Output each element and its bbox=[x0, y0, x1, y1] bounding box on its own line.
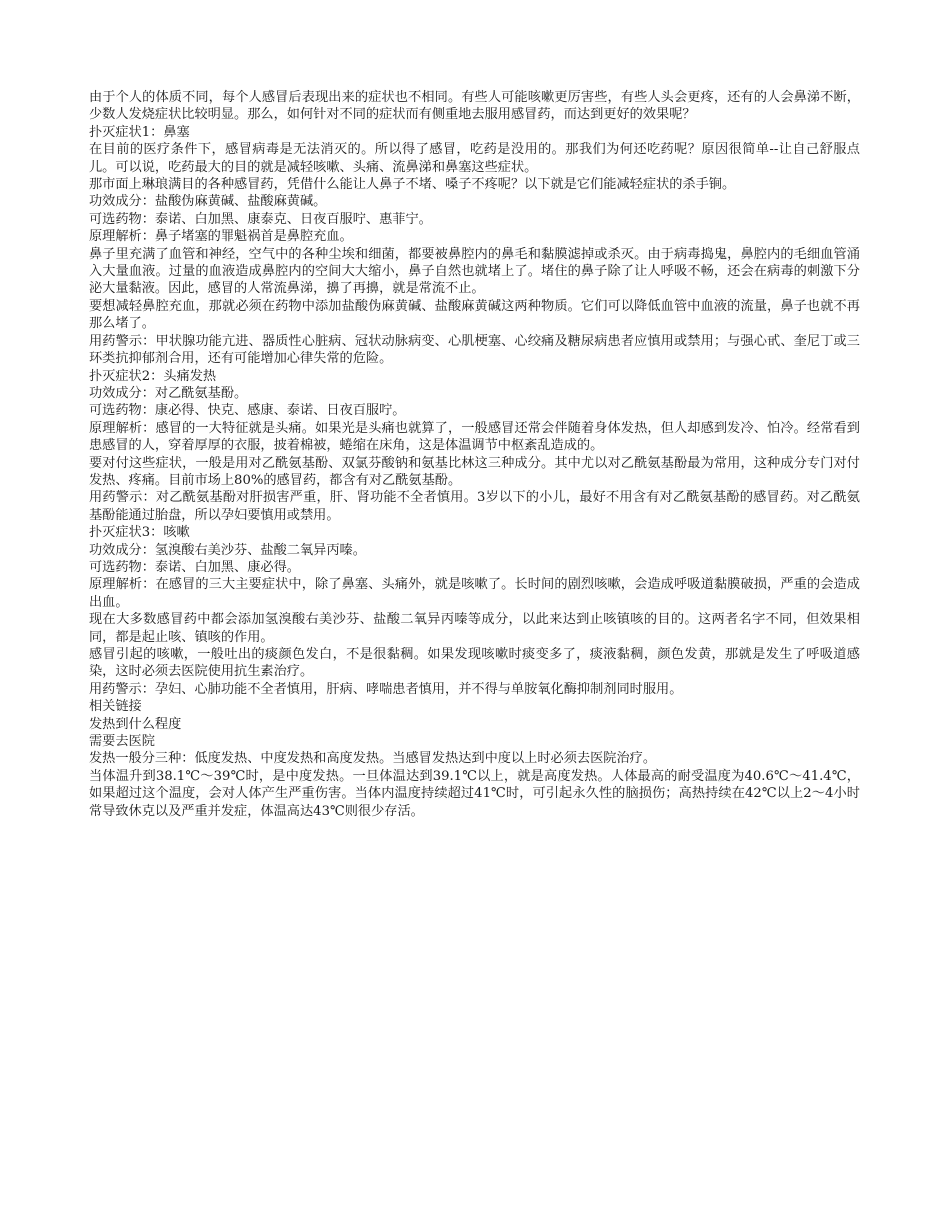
subheading-see-doctor: 需要去医院 bbox=[89, 734, 155, 750]
body-paragraph: 感冒引起的咳嗽，一般吐出的痰颜色发白，不是很黏稠。如果发现咳嗽时痰变多了，痰液黏稠，颜色发黄，那就是发生了呼吸道感染，这时必须去医院使用抗生素治疗。 bbox=[89, 647, 860, 680]
body-paragraph: 鼻子里充满了血管和神经，空气中的各种尘埃和细菌，都要被鼻腔内的鼻毛和黏膜滤掉或杀灭。由于病毒捣鬼，鼻腔内的毛细血管涌入大量血液。过量的血液造成鼻腔内的空间大大缩小，鼻子自然也就堵上了。堵住的鼻子除了让人呼吸不畅，还会在病毒的刺激下分泌大量黏液。因此，感冒的人常流鼻涕，擤了再擤，就是常流不止。 bbox=[89, 246, 860, 297]
related-links-heading: 相关链接 bbox=[89, 699, 142, 715]
section-heading-cough: 扑灭症状3：咳嗽 bbox=[89, 525, 190, 541]
article-body bbox=[89, 89, 860, 820]
medication-warning: 用药警示：甲状腺功能亢进、器质性心脏病、冠状动脉病变、心肌梗塞、心绞痛及糖尿病患者应慎用或禁用；与强心甙、奎尼丁或三环类抗抑郁剂合用，还有可能增加心律失常的危险。 bbox=[89, 333, 860, 367]
active-ingredients-line: 功效成分：对乙酰氨基酚。 bbox=[89, 385, 248, 401]
body-paragraph: 现在大多数感冒药中都会添加氢溴酸右美沙芬、盐酸二氧异丙嗪等成分，以此来达到止咳镇咳的目的。这两者名字不同，但效果相同，都是起止咳、镇咳的作用。 bbox=[89, 612, 860, 645]
body-paragraph: 要想减轻鼻腔充血，那就必须在药物中添加盐酸伪麻黄碱、盐酸麻黄碱这两种物质。它们可以降低血管中血液的流量，鼻子也就不再那么堵了。 bbox=[89, 298, 860, 332]
body-paragraph: 在目前的医疗条件下，感冒病毒是无法消灭的。所以得了感冒，吃药是没用的。那我们为何还吃药呢？原因很简单--让自己舒服点儿。可以说，吃药最大的目的就是减轻咳嗽、头痛、流鼻涕和鼻塞这些症状。 bbox=[89, 142, 860, 175]
optional-drugs-line: 可选药物：泰诺、白加黑、康泰克、日夜百服咛、惠菲宁。 bbox=[89, 211, 432, 227]
body-paragraph: 那市面上琳琅满目的各种感冒药，凭借什么能让人鼻子不堵、嗓子不疼呢？以下就是它们能减轻症状的杀手锏。 bbox=[89, 177, 736, 193]
body-paragraph: 发热一般分三种：低度发热、中度发热和高度发热。当感冒发热达到中度以上时必须去医院治疗。 bbox=[89, 751, 657, 767]
section-heading-headache-fever: 扑灭症状2：头痛发热 bbox=[89, 368, 217, 384]
body-paragraph: 当体温升到38.1℃～39℃时，是中度发热。一旦体温达到39.1℃以上，就是高度发热。人体最高的耐受温度为40.6℃～41.4℃，如果超过这个温度，会对人体产生严重伤害。当体内温度持续超过41℃时，可引起永久性的脑损伤；高热持续在42℃以上2～4小时常导致休克以及严重并发症，体温高达43℃则很少存活。 bbox=[89, 768, 860, 819]
section-heading-nasal-congestion: 扑灭症状1：鼻塞 bbox=[89, 124, 190, 140]
optional-drugs-line: 可选药物：泰诺、白加黑、康必得。 bbox=[89, 559, 300, 575]
mechanism-line: 原理解析：感冒的一大特征就是头痛。如果光是头痛也就算了，一般感冒还常会伴随着身体发热，但人却感到发冷、怕冷。经常看到患感冒的人，穿着厚厚的衣服，披着棉被，蜷缩在床角，这是体温调节中枢紊乱造成的。 bbox=[89, 420, 860, 454]
active-ingredients-line: 功效成分：盐酸伪麻黄碱、盐酸麻黄碱。 bbox=[89, 194, 327, 210]
subheading-fever-level: 发热到什么程度 bbox=[89, 716, 182, 732]
medication-warning: 用药警示：对乙酰氨基酚对肝损害严重，肝、肾功能不全者慎用。3岁以下的小儿，最好不用含有对乙酰氨基酚的感冒药。对乙酰氨基酚能通过胎盘，所以孕妇要慎用或禁用。 bbox=[89, 490, 860, 523]
body-paragraph: 要对付这些症状，一般是用对乙酰氨基酚、双氯芬酸钠和氨基比林这三种成分。其中尤以对乙酰氨基酚最为常用，这种成分专门对付发热、疼痛。目前市场上80%的感冒药，都含有对乙酰氨基酚。 bbox=[89, 455, 860, 488]
active-ingredients-line: 功效成分：氢溴酸右美沙芬、盐酸二氧异丙嗪。 bbox=[89, 542, 366, 558]
mechanism-line: 原理解析：在感冒的三大主要症状中，除了鼻塞、头痛外，就是咳嗽了。长时间的剧烈咳嗽，会造成呼吸道黏膜破损，严重的会造成出血。 bbox=[89, 577, 860, 610]
medication-warning: 用药警示：孕妇、心肺功能不全者慎用，肝病、哮喘患者慎用，并不得与单胺氧化酶抑制剂同时服用。 bbox=[89, 681, 683, 697]
intro-paragraph: 由于个人的体质不同，每个人感冒后表现出来的症状也不相同。有些人可能咳嗽更厉害些，有些人头会更疼，还有的人会鼻涕不断，少数人发烧症状比较明显。那么，如何针对不同的症状而有侧重地去服用感冒药，而达到更好的效果呢？ bbox=[89, 90, 860, 123]
mechanism-line: 原理解析：鼻子堵塞的罪魁祸首是鼻腔充血。 bbox=[89, 229, 353, 245]
optional-drugs-line: 可选药物：康必得、快克、感康、泰诺、日夜百服咛。 bbox=[89, 403, 406, 419]
